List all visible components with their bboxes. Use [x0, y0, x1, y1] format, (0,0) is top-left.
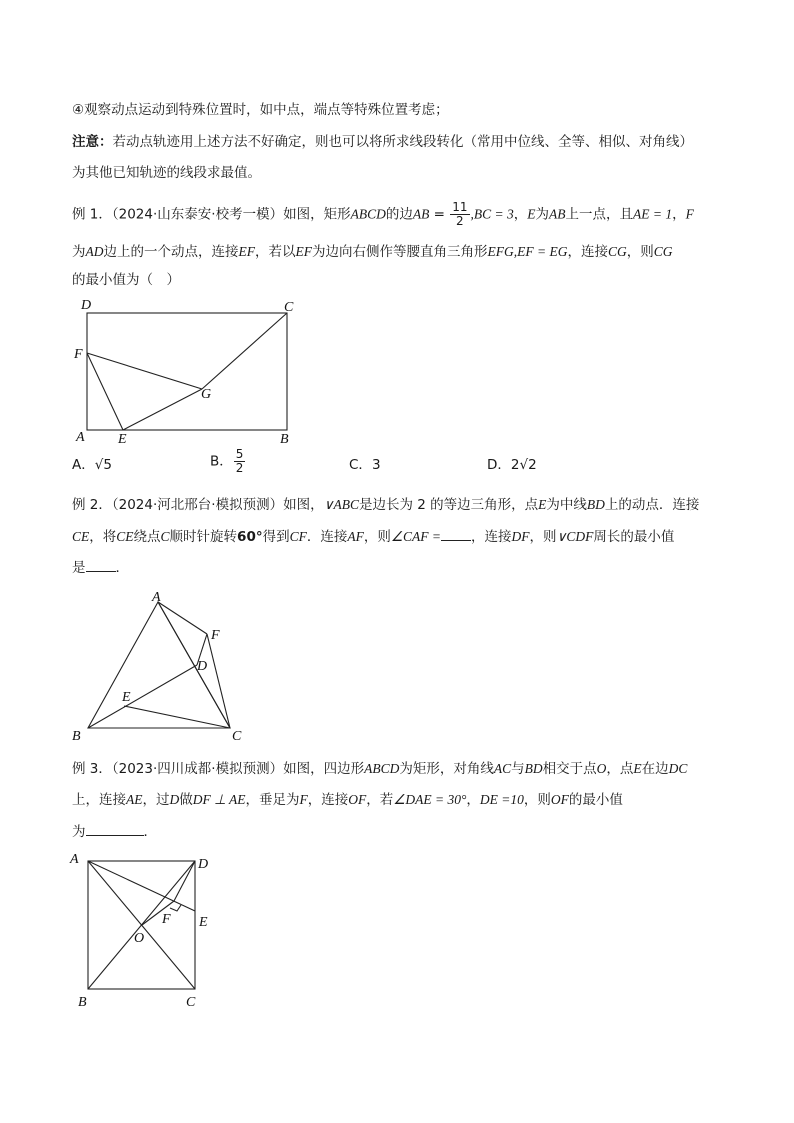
ex2-l1-b: 是边长为 2 的等边三角形，点 — [358, 497, 539, 513]
ex1-e: E — [527, 206, 536, 222]
ex3-right-angle-mark — [170, 905, 181, 911]
ex3-seg-df — [174, 861, 195, 901]
tip-4: ④观察动点运动到特殊位置时，如中点，端点等特殊位置考虑； — [72, 102, 449, 118]
ex3-de: DE =10 — [479, 792, 524, 807]
ex3-l3-a: 为 — [72, 824, 86, 840]
ex2-line-2 — [72, 526, 674, 547]
ex1-ae: AE = 1 — [633, 206, 673, 222]
ex2-label-f: F — [211, 628, 220, 643]
ex3-line-3 — [72, 821, 157, 842]
choice-c-value: 3 — [371, 457, 381, 473]
ex2-seg-bd — [88, 665, 197, 728]
choice-b-den: 2 — [235, 461, 244, 475]
ex1-label-b: B — [280, 432, 289, 446]
ex2-cf: CF — [289, 529, 307, 544]
ex1-line-1 — [72, 201, 694, 228]
ex3-l2-h: ，则 — [523, 792, 551, 808]
note-line-1 — [72, 132, 693, 152]
ex1-sep-4: ， — [672, 206, 686, 223]
ex3-of-2: OF — [550, 792, 569, 807]
ex2-l2-a: ，将 — [89, 529, 117, 545]
ex2-l2-f: ，则 — [363, 529, 391, 545]
ex1-seg-fe — [87, 353, 123, 430]
ex3-l1-c: 与 — [511, 761, 525, 777]
ex2-af: AF — [347, 529, 364, 544]
ex3-label-a: A — [70, 852, 79, 867]
ex2-line-3 — [72, 557, 129, 578]
ex2-label-b: B — [72, 729, 81, 744]
ex1-frac-den: 2 — [456, 214, 464, 228]
ex3-label-f: F — [162, 912, 171, 927]
ex1-ad: AD — [85, 244, 104, 259]
ex1-seg-gc — [202, 313, 287, 389]
ex3-blank[interactable] — [86, 821, 144, 836]
ex1-seg-fg — [87, 353, 202, 389]
ex2-e: E — [538, 497, 547, 512]
ex3-perp: DF ⊥ AE — [192, 792, 246, 807]
ex1-label-g: G — [201, 387, 212, 402]
ex1-prefix: 例 1．（2024·山东泰安·校考一模）如图，矩形 — [72, 206, 351, 223]
ex2-blank-1[interactable] — [441, 526, 471, 541]
ex2-l2-h: ，则 — [529, 529, 557, 545]
ex3-ac: AC — [493, 761, 512, 776]
ex1-ef-1: EF — [238, 244, 255, 259]
ex3-label-b: B — [78, 995, 87, 1010]
ex1-choice-d[interactable] — [487, 455, 537, 475]
ex3-l2-b: ，过 — [142, 792, 170, 808]
ex3-abcd: ABCD — [364, 761, 400, 776]
ex1-line-2 — [72, 242, 673, 262]
ex1-ab: AB — [412, 206, 430, 222]
note-line-2: 为其他已知轨迹的线段求最值。 — [72, 165, 261, 181]
ex3-figure — [64, 848, 234, 1018]
ex2-label-c: C — [232, 729, 242, 744]
ex1-rect-name: ABCD — [350, 206, 386, 222]
ex1-efg: EFG,EF = EG — [487, 244, 568, 259]
ex3-of: OF — [348, 792, 367, 807]
ex1-fraction — [450, 201, 469, 228]
choice-a-label: A． — [72, 457, 95, 473]
ex2-c: C — [160, 529, 170, 544]
ex2-l2-g: ，连接 — [470, 529, 512, 545]
ex2-triangle — [88, 602, 230, 728]
ex1-label-f: F — [74, 347, 83, 362]
ex1-l2-f: ，则 — [626, 244, 654, 260]
ex1-choice-c[interactable] — [349, 455, 381, 475]
ex3-l2-d: ，垂足为 — [245, 792, 300, 808]
choice-a-value: √5 — [94, 457, 112, 473]
ex3-d: D — [169, 792, 180, 807]
ex1-f: F — [685, 206, 694, 222]
ex1-ef-2: EF — [295, 244, 312, 259]
ex2-l1-a: 例 2．（2024·河北邢台·模拟预测）如图， — [72, 497, 324, 513]
choice-c-label: C． — [349, 457, 372, 473]
ex3-l1-b: 为矩形，对角线 — [399, 761, 494, 777]
ex2-label-e: E — [122, 690, 131, 705]
ex1-sep-3: 上一点，且 — [565, 206, 634, 223]
ex1-label-e: E — [118, 432, 127, 446]
ex2-l1-d: 上的动点．连接 — [604, 497, 700, 513]
ex1-ab-2: AB — [549, 206, 566, 222]
ex2-tri: ∨ABC — [323, 497, 359, 512]
ex1-frac-num: 11 — [452, 200, 468, 214]
ex2-l2-c: 顺时针旋转 — [169, 529, 238, 545]
ex2-label-a: A — [152, 590, 161, 605]
ex2-l2-i: 周长的最小值 — [593, 529, 675, 545]
ex2-seg-fc — [207, 634, 230, 728]
ex3-l2-c: 做 — [179, 792, 193, 808]
ex2-label-d: D — [197, 659, 208, 674]
ex3-l1-d: 相交于点 — [542, 761, 597, 777]
note-label: 注意： — [72, 134, 113, 150]
choice-d-label: D． — [487, 457, 511, 473]
ex2-l2-e: ．连接 — [306, 529, 348, 545]
ex1-cg-2: CG — [653, 244, 673, 259]
ex1-figure — [70, 296, 300, 446]
ex3-ae: AE — [126, 792, 143, 807]
ex1-choice-a[interactable] — [72, 455, 112, 475]
ex1-sep-1: ， — [513, 206, 528, 223]
ex3-l2-e: ，连接 — [307, 792, 349, 808]
ex2-l2-b: 绕点 — [133, 529, 161, 545]
ex3-l2-f: ，若 — [366, 792, 394, 808]
ex1-label-a: A — [76, 430, 85, 445]
ex2-seg-ec — [124, 706, 230, 728]
ex1-bc: ,BC = 3 — [470, 206, 514, 222]
ex2-ce-1: CE — [72, 529, 90, 544]
ex3-l2-a: 上，连接 — [72, 792, 126, 808]
choice-d-value: 2√2 — [510, 457, 537, 473]
ex1-rect — [87, 313, 287, 430]
ex1-l2-a: 为 — [72, 244, 86, 260]
ex2-l2-d: 得到 — [262, 529, 290, 545]
ex2-cdf: ∨CDF — [556, 529, 594, 544]
choice-b-label: B． — [210, 453, 233, 470]
ex2-df: DF — [511, 529, 530, 544]
ex1-label-c: C — [284, 300, 294, 315]
note-text-1: 若动点轨迹用上述方法不好确定，则也可以将所求线段转化（常用中位线、全等、相似、对角线） — [112, 134, 693, 150]
ex3-line-1 — [72, 759, 687, 779]
ex1-l2-e: ，连接 — [567, 244, 608, 260]
ex1-sep-2: 为 — [535, 206, 550, 223]
ex3-l2-i: 的最小值 — [568, 792, 623, 808]
ex1-line-3: 的最小值为（ ） — [72, 272, 180, 288]
ex3-e: E — [633, 761, 642, 776]
ex3-seg-ae — [88, 861, 195, 911]
ex2-blank-2[interactable] — [86, 557, 116, 572]
ex1-label-d: D — [81, 298, 92, 313]
ex1-l2-b: 边上的一个动点，连接 — [103, 244, 239, 260]
ex1-l2-c: ，若以 — [255, 244, 296, 260]
ex3-f: F — [299, 792, 308, 807]
ex3-l1-f: 在边 — [641, 761, 669, 777]
ex1-l2-d: 为边向右侧作等腰直角三角形 — [312, 244, 488, 260]
ex3-l3-b: ． — [143, 824, 157, 840]
ex1-eq: = — [429, 206, 450, 223]
ex2-seg-ac — [158, 602, 230, 728]
ex2-l1-c: 为中线 — [546, 497, 587, 513]
ex3-label-d: D — [198, 857, 209, 872]
ex1-choice-b[interactable] — [210, 448, 246, 475]
ex3-label-e: E — [199, 915, 208, 930]
ex1-edge-text: 的边 — [385, 206, 413, 223]
ex3-label-c: C — [186, 995, 196, 1010]
ex1-seg-eg — [123, 389, 202, 430]
ex2-caf: ∠CAF = — [390, 529, 441, 544]
ex3-l2-g: ， — [466, 792, 480, 808]
ex3-line-2 — [72, 790, 623, 810]
ex2-seg-af — [158, 602, 207, 634]
ex3-l1-a: 例 3．（2023·四川成都·模拟预测）如图，四边形 — [72, 761, 365, 777]
ex2-l3-a: 是 — [72, 560, 86, 576]
ex2-figure — [66, 588, 266, 748]
ex3-label-o: O — [134, 931, 145, 946]
ex3-dc: DC — [668, 761, 688, 776]
choice-b-fraction — [234, 448, 246, 475]
ex3-bd: BD — [524, 761, 543, 776]
ex2-l3-b: ． — [115, 560, 129, 576]
choice-b-num: 5 — [235, 447, 244, 461]
ex2-ce-2: CE — [116, 529, 134, 544]
ex1-cg-1: CG — [607, 244, 627, 259]
ex2-angle: 60° — [237, 529, 263, 545]
ex3-l1-e: ，点 — [606, 761, 634, 777]
ex2-bd: BD — [586, 497, 605, 512]
ex3-o: O — [596, 761, 607, 776]
ex2-line-1 — [72, 495, 699, 515]
ex3-angle: ∠DAE = 30° — [393, 792, 467, 807]
